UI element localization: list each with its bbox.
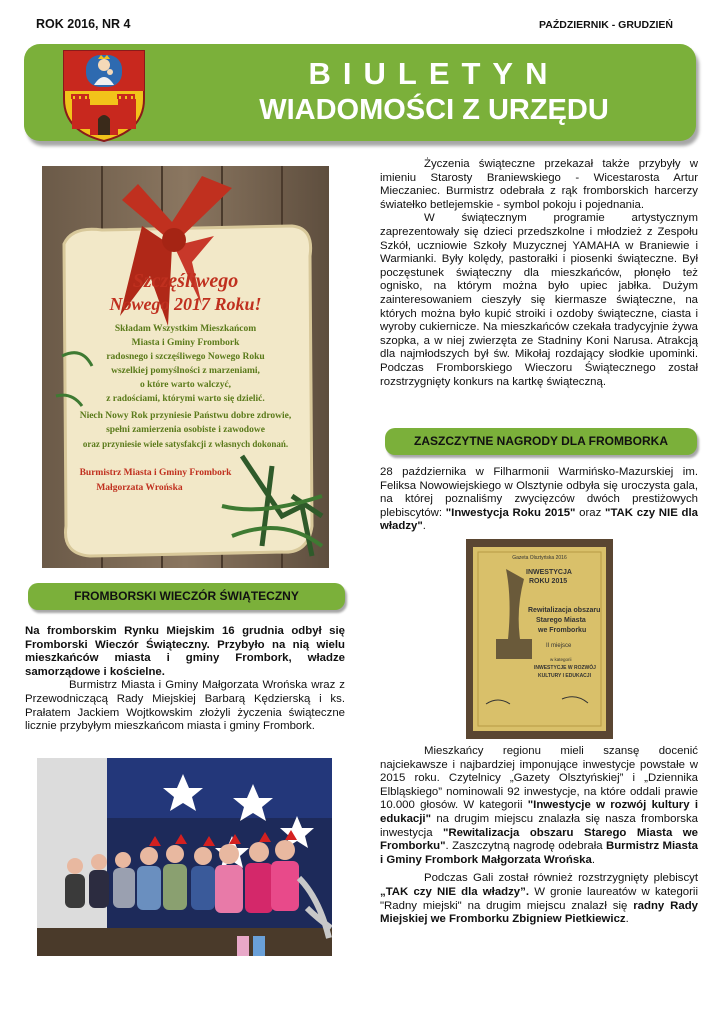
- text-segment: na drugim miejscu znalazła się nasza fromborska inwestycja: [380, 812, 698, 839]
- poster-line: z radościami, którymi warto się dzielić.: [106, 394, 265, 404]
- poster-line: spełni zamierzenia osobiste i zawodowe: [106, 425, 265, 435]
- category-name: "Inwestycje w rozwój kultury i edukacji": [380, 799, 698, 825]
- poster-line: Składam Wszystkim Mieszkańcom: [114, 324, 257, 334]
- banner-title-line1: BIULETYN: [308, 56, 560, 91]
- awards-intro: [380, 466, 698, 534]
- children-choir-photo: [37, 758, 332, 956]
- coat-of-arms-icon: [60, 47, 148, 143]
- poster-line: wszelkiej pomyślności z marzeniami,: [111, 366, 260, 376]
- award-project-line1: Rewitalizacja obszaru: [528, 607, 601, 614]
- text-segment: .: [625, 913, 629, 926]
- awards-intro-period: .: [422, 520, 426, 533]
- new-year-greeting-poster: [42, 166, 329, 568]
- poster-line: radosnego i szczęśliwego Nowego Roku: [106, 352, 265, 362]
- award-plaque-photo: [466, 539, 613, 739]
- poster-line: oraz przyniesie wiele satysfakcji z własnych dokonań.: [82, 439, 289, 449]
- poster-line: Niech Nowy Rok przyniesie Państwu dobre zdrowie,: [79, 411, 292, 421]
- poster-greeting-line1: Szczęśliwego: [132, 270, 239, 292]
- poster-line: Miasta i Gminy Frombork: [131, 338, 240, 348]
- award-category-line1: INWESTYCJE W ROZWÓJ: [534, 665, 596, 671]
- plebiscite-name-2: "TAK czy NIE dla władzy": [380, 506, 698, 533]
- award-place: II miejsce: [546, 643, 572, 649]
- award-project-line2: Starego Miasta: [536, 617, 586, 624]
- plebiscite-name-1: "Inwestycja Roku 2015": [445, 506, 576, 519]
- award-category-line2: KULTURY I EDUKACJI: [538, 673, 591, 679]
- award-category-label: w kategorii: [550, 657, 572, 662]
- body-paragraph: Burmistrz Miasta i Gminy Małgorzata Wrońska wraz z Przewodniczącą Rady Miejskiej Barbarą Kędzierską i ks. Prałatem Jackiem Wojtkowskim złożyli życzenia świąteczne licznie przybyłym mieszkańcom miasta i gminy Frombork.: [25, 679, 345, 733]
- section-heading-awards: ZASZCZYTNE NAGRODY DLA FROMBORKA: [385, 428, 697, 455]
- text-segment: Podczas Gali został również rozstrzygnięty plebiscyt: [424, 872, 698, 885]
- issue-months: PAŹDZIERNIK - GRUDZIEŃ: [539, 19, 673, 31]
- paragraph-plebiscite: [380, 872, 698, 926]
- paragraph-program: W świątecznym programie artystycznym zaprezentowały się dzieci przedszkolne i młodzież z Zespołu Szkół, uczniowie Szkoły Muzycznej YAMAHA w Braniewie i Warmianki. Były kolędy, pastorałki i piosenki świąteczne. Był poczęstunek świąteczny dla mieszkańców, płonęło też ognisko, na którym można było upiec jabłka. Dużym zainteresowaniem cieszyły się kiermasze świąteczne, na których można było kupić stroiki i ozdoby świąteczne, ciasta i wyroby cukiernicze. Na mieszkańców czekała tradycyjnie żywa szopka, a w niej zwierzęta ze Stadniny Koni Narusa. Atrakcją dla najmłodszych był św. Mikołaj rozdający słodkie upominki. Podczas Fromborskiego Wieczoru Świątecznego został rozstrzygnięty konkurs na kartkę świąteczną.: [380, 212, 698, 388]
- banner-title-line2: WIADOMOŚCI Z URZĘDU: [259, 94, 609, 126]
- section-heading-christmas-evening: FROMBORSKI WIECZÓR ŚWIĄTECZNY: [28, 583, 345, 610]
- text-segment: . Zaszczytną nagrodę odebrała: [445, 840, 603, 853]
- text-segment: Mieszkańcy regionu mieli szansę docenić najciekawsze i najbardziej imponujące inwestycje powstałe w 2015 roku. Czytelnicy „Gazety Olsztyńskiej” i „Dziennika Elbląskiego” nominowali 92 inwestycje, na które oddali prawie 10.000 głosów. W kategorii: [380, 745, 698, 812]
- right-text-block-1: [380, 158, 698, 389]
- poster-greeting-line2: Nowego 2017 Roku!: [109, 294, 262, 314]
- paragraph-investment-award: [380, 745, 698, 867]
- award-project-line3: we Fromborku: [538, 627, 587, 634]
- left-text-block: [25, 625, 345, 734]
- laureate-name: radny Rady Miejskiej we Fromborku Zbigniew Pietkiewicz: [380, 899, 699, 926]
- children-choir-graphic: [37, 758, 332, 956]
- award-small-caption: Gazeta Olsztyńska 2016: [512, 555, 567, 561]
- plebiscite-title: „TAK czy NIE dla władzy”.: [380, 885, 529, 898]
- awards-details: [380, 745, 698, 927]
- poster-line: o które warto walczyć,: [139, 380, 232, 390]
- awards-intro-conjunction: oraz: [579, 506, 602, 519]
- text-segment: W gronie laureatów w kategorii "Radny miejski" na drugim miejscu znalazł się: [380, 885, 698, 912]
- text-segment: .: [591, 853, 595, 866]
- award-title-line1: INWESTYCJA: [526, 569, 572, 576]
- poster-signature-name: Małgorzata Wrońska: [96, 483, 183, 493]
- recipient-name: Burmistrz Miasta i Gminy Frombork Małgorzata Wrońska: [380, 840, 698, 866]
- issue-number: ROK 2016, NR 4: [36, 17, 131, 31]
- award-title-line2: ROKU 2015: [529, 578, 568, 585]
- awards-intro-text: 28 października w Filharmonii Warmińsko-Mazurskiej im. Feliksa Nowowiejskiego w Olsztynie odbyła się uroczysta gala, na której poznaliśmy zwycięzców dwóch prestiżowych plebiscytów:: [380, 466, 698, 519]
- poster-signature-title: Burmistrz Miasta i Gminy Frombork: [79, 468, 232, 478]
- project-name: "Rewitalizacja obszaru Starego Miasta we Fromborku": [380, 826, 698, 853]
- lead-paragraph: Na fromborskim Rynku Miejskim 16 grudnia odbył się Fromborski Wieczór Świąteczny. Przybyło na nią wielu mieszkańców miasta i gminy Frombork, władze samorządowe i kościelne.: [25, 625, 345, 678]
- paragraph-wishes: Życzenia świąteczne przekazał także przybyły w imieniu Starosty Braniewskiego - Wicestarosta Artur Mieczaniec. Burmistrz odebrała z rąk fromborskich harcerzy światełko betlejemskie - symbol pokoju i pojednania.: [380, 158, 698, 211]
